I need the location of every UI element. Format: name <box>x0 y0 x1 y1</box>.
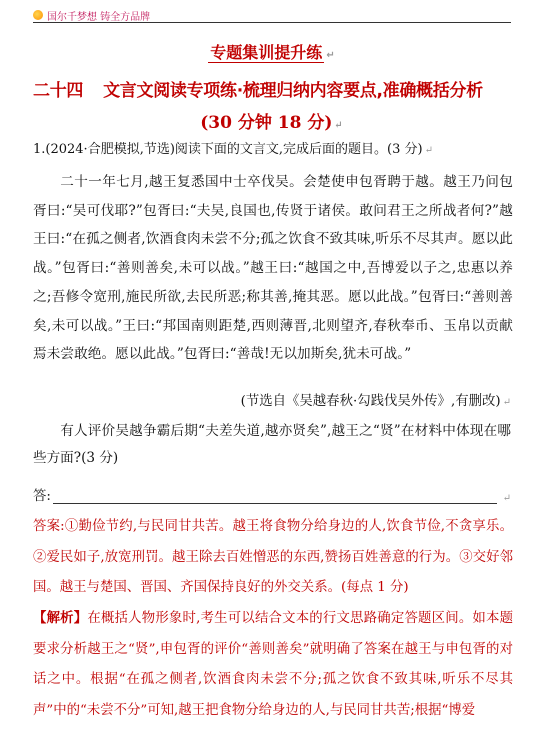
header-rule <box>33 22 511 23</box>
question-prompt: 1.(2024·合肥模拟,节选)阅读下面的文言文,完成后面的题目。(3 分) ↵ <box>33 142 433 157</box>
section-number: 二十四 <box>33 81 84 101</box>
passage-text: 二十一年七月,越王复悉国中士卒伐吴。会楚使申包胥聘于越。越王乃问包胥曰:“吴可伐耶?”包胥曰:“夫吴,良国也,传贤于诸侯。敢问君王之所战者何?”越王曰:“在孤之侧者,饮酒食肉未尝不分;孤之饮食不致其味,听乐不尽其声。愿以此战。”包胥曰:“善则善矣,未可以战。”越王曰:“越国之中,吾博爱以子之,忠惠以养之;吾修令宽刑,施民所欲,去民所恶;称其善,掩其恶。愿以此战。”包胥曰:“善则善矣,未可以战。”王曰:“邦国南则距楚,西则薄晋,北则望齐,春秋奉币、玉帛以贡献焉未尝敢绝。愿以此战。”包胥曰:“善哉!无以加斯矣,犹未可战。” <box>33 174 513 363</box>
answer-line <box>33 484 511 504</box>
logo-icon <box>33 10 43 20</box>
analysis-text: 在概括人物形象时,考生可以结合文本的行文思路确定答题区间。如本题要求分析越王之“贤”,申包胥的评价“善则善矣”就明确了答案在越王与申包胥的对话之中。根据“在孤之侧者,饮酒食肉未尝不分;孤之饮食不致其味,听乐不尽其声”中的“未尝不分”可知,越王把食物分给身边的人,与民同甘共苦;根据“博爱 <box>33 611 513 718</box>
series-title: 专题集训提升练 ↵ <box>210 43 335 62</box>
passage-source: (节选自《吴越春秋·勾践伐吴外传》,有删改) ↵ <box>240 394 511 409</box>
analysis-tag: 【解析】 <box>33 610 88 626</box>
header-logo <box>33 8 150 22</box>
paragraph-mark-icon: ↵ <box>502 493 511 504</box>
paragraph-mark-icon: ↵ <box>424 145 433 156</box>
answer-blank[interactable] <box>53 491 497 504</box>
paragraph-mark-icon: ↵ <box>334 120 343 131</box>
answer-key: 答案:①勤俭节约,与民同甘共苦。越王将食物分给身边的人,饮食节俭,不贪享乐。②爱民如子,放宽刑罚。越王除去百姓憎恶的东西,赞扬百姓善意的行为。③交好邻国。越王与楚国、晋国、齐国保持良好的外交关系。(每点 1 分) <box>33 519 513 595</box>
logo-text: 国尔千梦想 铸全方品牌 <box>47 11 151 23</box>
question-ask: 有人评价吴越争霸后期“夫差失道,越亦贤矣”,越王之“贤”在材料中体现在哪些方面?(3 分) <box>33 423 511 466</box>
section-title <box>33 76 511 101</box>
paragraph-mark-icon: ↵ <box>326 50 335 61</box>
classical-passage <box>33 168 513 369</box>
answer-label: 答: <box>33 489 51 504</box>
section-heading: 文言文阅读专项练·梳理归纳内容要点,准确概括分析 <box>103 81 483 101</box>
time-score-line: (30 分钟 18 分) ↵ <box>200 113 343 133</box>
analysis <box>33 603 513 726</box>
paragraph-mark-icon: ↵ <box>502 397 511 408</box>
